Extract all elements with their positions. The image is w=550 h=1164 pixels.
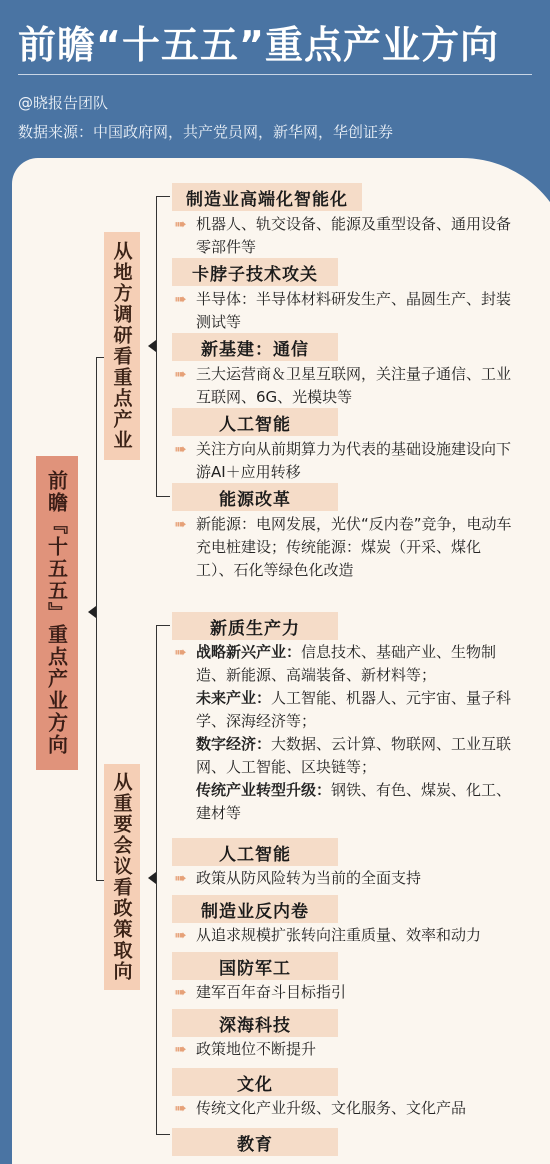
branch-label: 从地方调研看重点产业 [110,241,133,451]
branch1-bracket-top [156,196,170,197]
branch-local-research [104,232,140,460]
arrow-right-icon: ➠ [174,1099,187,1117]
header [0,0,550,160]
topic-desc: ➠ 三大运营商＆卫星互联网，关注量子通信、工业互联网、6G、光模块等 [174,365,512,406]
root-arrow-icon [88,606,96,618]
root-connector-top [96,357,104,358]
topic-deep-sea: 深海科技 [172,1009,338,1037]
topic-culture: 文化 [172,1068,338,1096]
sub-item: 未来产业：人工智能、机器人、元宇宙、量子科学、深海经济等； [196,689,512,730]
topic-ai: 人工智能 [172,408,338,436]
branch-label: 从重要会议看政策取向 [110,772,133,982]
topic-new-infrastructure: 新基建：通信 [172,333,338,361]
arrow-right-icon: ➠ [174,365,187,383]
topic-desc: ➠ 政策地位不断提升 [174,1038,514,1061]
data-source: 数据来源：中国政府网，共产党员网，新华网，华创证券 [18,123,394,141]
topic-desc [174,641,514,825]
topic-desc: ➠ 半导体：半导体材料研发生产、晶圆生产、封装测试等 [174,290,512,331]
topic-manufacturing: 制造业高端化智能化 [172,183,362,211]
page-title: 前瞻“十五五”重点产业方向 [18,23,499,67]
arrow-right-icon: ➠ [174,983,187,1001]
topic-desc: ➠ 从追求规模扩张转向注重质量、效率和动力 [174,924,514,947]
topic-chokepoint-tech: 卡脖子技术攻关 [172,258,338,286]
arrow-right-icon: ➠ [174,1040,187,1058]
arrow-right-icon: ➠ [174,926,187,944]
branch2-bracket [156,625,157,1135]
title-divider [18,74,532,75]
topic-new-productivity: 新质生产力 [172,612,338,640]
root-connector [96,357,97,880]
branch-policy-meetings [104,764,140,990]
arrow-right-icon: ➠ [174,643,187,661]
sub-item: 传统产业转型升级：钢铁、有色、煤炭、化工、建材等 [196,781,512,822]
branch1-arrow-icon [148,340,156,352]
topic-energy-reform: 能源改革 [172,483,338,511]
arrow-right-icon: ➠ [174,290,187,308]
topic-desc: ➠ 政策从防风险转为当前的全面支持 [174,867,514,890]
sub-item: 战略新兴产业：信息技术、基础产业、生物制造、新能源、高端装备、新材料等； [196,643,497,684]
topic-desc: ➠ 建军百年奋斗目标指引 [174,981,514,1004]
topic-desc: ➠ 机器人、轨交设备、能源及重型设备、通用设备零部件等 [174,215,512,256]
arrow-right-icon: ➠ [174,869,187,887]
topic-desc: ➠ 传统文化产业升级、文化服务、文化产品 [174,1097,514,1120]
topic-ai-policy: 人工智能 [172,838,338,866]
arrow-right-icon: ➠ [174,440,187,458]
topic-desc: ➠ 关注方向从前期算力为代表的基础设施建设向下游AI＋应用转移 [174,440,512,481]
root-label: 前瞻『十五五』重点产业方向 [44,470,69,756]
root-connector-bottom [96,880,104,881]
sub-item: 数字经济：大数据、云计算、物联网、工业互联网、人工智能、区块链等； [196,735,512,776]
arrow-right-icon: ➠ [174,215,187,233]
author-credit: @晓报告团队 [18,94,109,112]
branch2-arrow-icon [148,872,156,884]
branch1-bracket-bottom [156,496,170,497]
branch2-bracket-bottom [156,1134,170,1135]
topic-education: 教育 [172,1128,338,1156]
branch2-bracket-top [156,625,170,626]
arrow-right-icon: ➠ [174,515,187,533]
topic-anti-involution: 制造业反内卷 [172,895,338,923]
topic-desc: ➠ 新能源：电网发展，光伏“反内卷”竞争，电动车充电桩建设；传统能源：煤炭（开采、煤化工）、石化等绿色化改造 [174,515,512,579]
topic-defense: 国防军工 [172,952,338,980]
root-node [36,456,78,770]
branch1-bracket [156,196,157,496]
